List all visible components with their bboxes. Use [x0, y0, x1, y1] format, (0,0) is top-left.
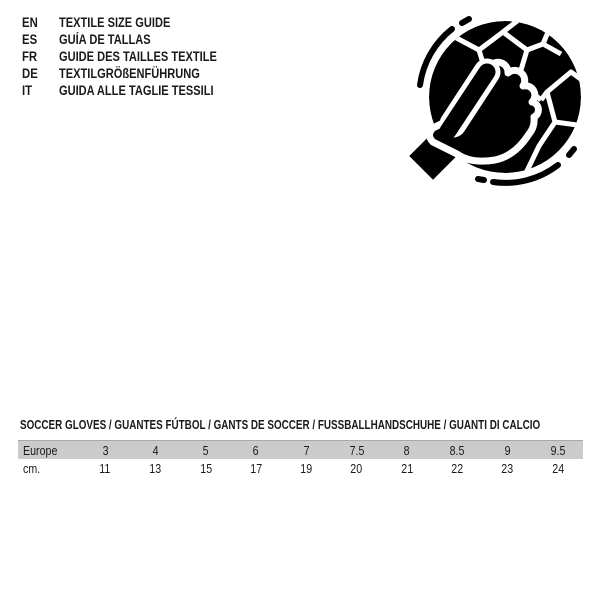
size-cell: 9.5 — [550, 443, 566, 458]
row-label: cm. — [23, 461, 41, 476]
size-row-cm — [18, 459, 583, 478]
size-cell: 21 — [400, 461, 413, 476]
size-cell: 22 — [451, 461, 464, 476]
size-cell: 11 — [99, 461, 111, 476]
size-row-europe — [18, 440, 583, 459]
size-table-title: SOCCER GLOVES / GUANTES FÚTBOL / GANTS DE SOCCER / FUSSBALLHANDSCHUHE / GUANTI DI CALCIO — [20, 417, 541, 432]
language-code: DE — [22, 66, 38, 81]
goalkeeper-glove-soccer-ball-icon — [403, 12, 593, 202]
size-cell: 4 — [152, 443, 159, 458]
language-code: IT — [22, 83, 33, 98]
language-label: GUÍA DE TALLAS — [59, 32, 151, 47]
language-row-fr — [22, 48, 252, 65]
language-code: EN — [22, 15, 38, 30]
language-code: FR — [22, 49, 38, 64]
size-cell: 9 — [504, 443, 511, 458]
language-row-en — [22, 14, 252, 31]
language-row-es — [22, 31, 252, 48]
language-row-it — [22, 82, 252, 99]
size-cell: 13 — [149, 461, 162, 476]
row-label: Europe — [23, 443, 58, 458]
language-label: GUIDA ALLE TAGLIE TESSILI — [59, 83, 214, 98]
size-cell: 17 — [250, 461, 262, 476]
language-label: TEXTILGRÖßENFÜHRUNG — [59, 66, 200, 81]
language-code: ES — [22, 32, 38, 47]
size-cell: 6 — [253, 443, 260, 458]
size-cell: 15 — [199, 461, 212, 476]
size-table — [18, 440, 583, 478]
size-cell: 3 — [102, 443, 109, 458]
language-label: GUIDE DES TAILLES TEXTILE — [59, 49, 217, 64]
size-cell: 7 — [303, 443, 310, 458]
size-cell: 5 — [202, 443, 209, 458]
size-cell: 23 — [501, 461, 514, 476]
language-label: TEXTILE SIZE GUIDE — [59, 15, 171, 30]
size-cell: 24 — [551, 461, 564, 476]
size-cell: 8 — [403, 443, 410, 458]
size-cell: 19 — [300, 461, 313, 476]
size-cell: 7.5 — [349, 443, 365, 458]
size-cell: 20 — [350, 461, 363, 476]
language-list — [22, 14, 252, 99]
language-row-de — [22, 65, 252, 82]
size-cell: 8.5 — [449, 443, 465, 458]
